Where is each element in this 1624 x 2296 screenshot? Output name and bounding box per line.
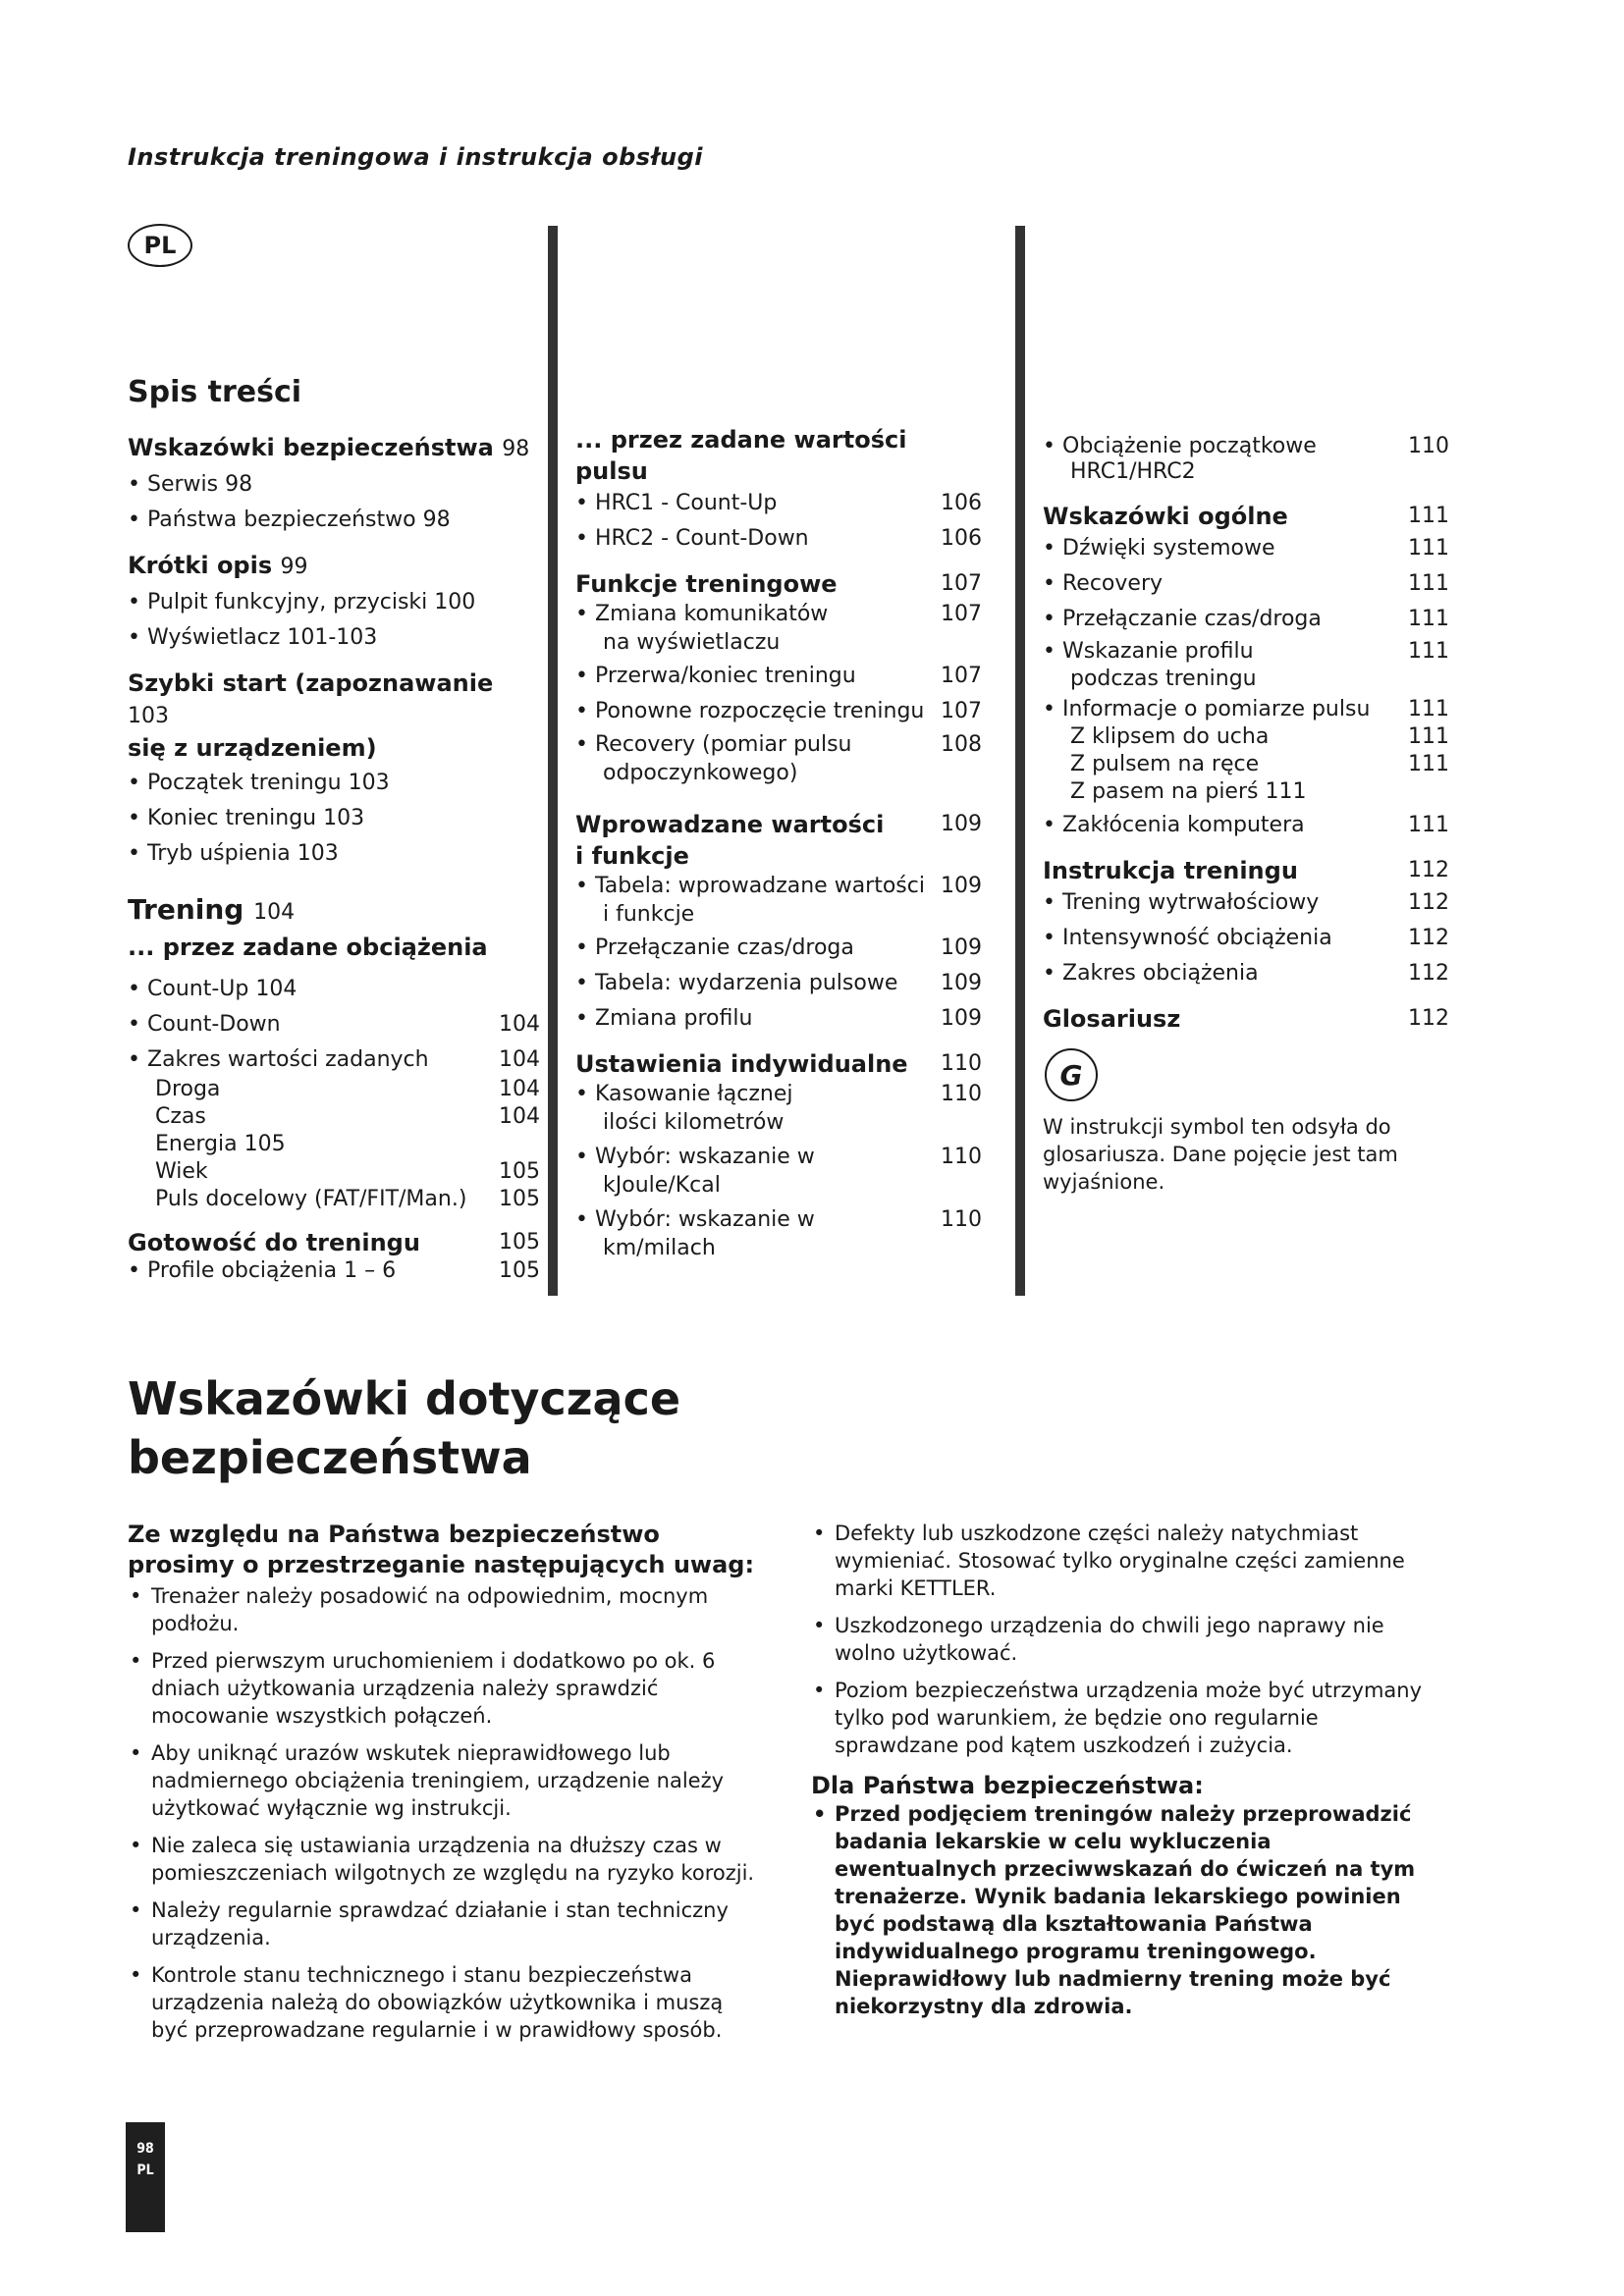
toc-page: 112 — [1408, 1006, 1449, 1031]
toc-page: 111 — [1408, 639, 1449, 664]
toc-page: 103 — [128, 704, 169, 728]
toc-item — [575, 660, 982, 692]
toc-item-label: • Przełączanie czas/droga — [595, 935, 854, 960]
toc-item-label: • Trening wytrwałościowy — [1062, 890, 1320, 915]
toc-page: 107 — [941, 699, 982, 723]
safety-column-right — [811, 1520, 1439, 2030]
safety-item: • Należy regularnie sprawdzać działanie i stan techniczny urządzenia. — [128, 1896, 756, 1951]
toc-page: 108 — [941, 732, 982, 757]
toc-item-label: • Zakłócenia komputera — [1062, 813, 1305, 837]
toc-section-title: Wskazówki bezpieczeństwa — [128, 434, 494, 461]
toc-subitem — [1043, 723, 1449, 751]
toc-section-title: Krótki opis — [128, 552, 273, 579]
toc-item-label: Z pulsem na ręce — [1070, 752, 1260, 776]
toc-page: 110 — [941, 1145, 982, 1169]
toc-page: 107 — [941, 664, 982, 688]
toc-page: 110 — [941, 1207, 982, 1232]
toc-item: • Państwa bezpieczeństwo 98 — [128, 504, 540, 536]
safety-column-left — [128, 1520, 756, 2054]
toc-item-label: • HRC1 - Count-Up — [595, 491, 778, 515]
glossary-icon: G — [1045, 1048, 1098, 1101]
column-divider-1 — [548, 226, 558, 1296]
toc-section — [128, 432, 540, 465]
toc-item — [1043, 434, 1449, 485]
toc-page: 112 — [1408, 961, 1449, 986]
safety-item: • Przed pierwszym uruchomieniem i dodatkowo po ok. 6 dniach użytkowania urządzenia należy sprawdzić mocowanie wszystkich połączeń. — [128, 1647, 756, 1730]
toc-item — [128, 1258, 540, 1284]
page-number-tab — [126, 2122, 165, 2232]
toc-subitem — [128, 1076, 540, 1103]
toc-item: • Wyświetlacz 101-103 — [128, 621, 540, 654]
toc-item — [575, 932, 982, 964]
toc-section-title: Instrukcja treningu — [1043, 857, 1298, 884]
toc-page: 112 — [1408, 890, 1449, 915]
toc-item-label: • Zakres wartości zadanych — [147, 1047, 429, 1072]
toc-item-label-cont: podczas treningu — [1070, 667, 1257, 691]
toc-item — [1043, 957, 1449, 989]
safety-item: • Poziom bezpieczeństwa urządzenia może być utrzymany tylko pod warunkiem, że będzie ono regularnie sprawdzane pod kątem uszkodzeń i zużycia. — [811, 1677, 1439, 1759]
toc-section-title: Gotowość do treningu — [128, 1229, 420, 1256]
toc-section-title: ... przez zadane obciążenia — [128, 934, 488, 961]
toc-subitem — [128, 1158, 540, 1186]
column-divider-2 — [1015, 226, 1025, 1296]
toc-item — [575, 600, 982, 657]
toc-section — [1043, 1003, 1449, 1035]
toc-item-label: Kasowanie łącznej — [595, 1082, 793, 1106]
toc-page: 111 — [1408, 813, 1449, 837]
toc-page: 110 — [941, 1082, 982, 1106]
toc-subitem — [128, 1103, 540, 1131]
toc-page: 109 — [941, 874, 982, 898]
toc-page: 104 — [499, 1077, 540, 1101]
toc-item-label: • Informacje o pomiarze pulsu — [1062, 697, 1371, 721]
toc-page: 111 — [1408, 607, 1449, 631]
toc-item-label-cont: km/milach — [603, 1236, 716, 1260]
toc-subitem: Z pasem na pierś 111 — [1070, 779, 1307, 804]
toc-item — [575, 730, 982, 787]
toc-title: Spis treści — [128, 375, 302, 409]
toc-column-2 — [575, 424, 982, 1262]
toc-item-label: • HRC2 - Count-Down — [595, 526, 809, 551]
toc-page: 107 — [941, 571, 982, 596]
toc-item-label: • Profile obciążenia 1 – 6 — [147, 1258, 397, 1283]
toc-page: 105 — [499, 1230, 540, 1255]
toc-page: 111 — [1408, 697, 1449, 721]
toc-column-3 — [1043, 434, 1449, 1196]
toc-section — [128, 1227, 540, 1258]
toc-item-label: Obciążenie początkowe — [1062, 434, 1317, 458]
toc-item-label: • Przełączanie czas/droga — [1062, 607, 1322, 631]
toc-item-label-cont: odpoczynkowego) — [603, 761, 798, 785]
toc-section — [1043, 855, 1449, 886]
toc-page: 111 — [1408, 724, 1449, 749]
toc-page: 104 — [499, 1104, 540, 1129]
toc-item — [575, 1080, 982, 1137]
toc-item-label: • Zmiana profilu — [595, 1006, 753, 1031]
toc-section-title: Glosariusz — [1043, 1005, 1181, 1033]
language-badge: PL — [128, 224, 192, 267]
toc-page: 111 — [1408, 571, 1449, 596]
toc-item — [575, 522, 982, 555]
toc-item — [575, 487, 982, 519]
toc-page: 111 — [1408, 504, 1449, 528]
toc-page: 104 — [499, 1012, 540, 1037]
safety-item: • Trenażer należy posadowić na odpowiednim, mocnym podłożu. — [128, 1582, 756, 1637]
toc-item-label: • Zakres obciążenia — [1062, 961, 1259, 986]
safety-intro: Ze względu na Państwa bezpieczeństwo prosimy o przestrzeganie następujących uwag: — [128, 1521, 755, 1578]
toc-subitem — [128, 1186, 540, 1213]
toc-item: • Pulpit funkcyjny, przyciski 100 — [128, 586, 540, 618]
toc-page: 98 — [502, 437, 530, 461]
toc-item-label: Z klipsem do ucha — [1070, 724, 1270, 749]
toc-item — [1043, 603, 1449, 635]
toc-item — [1043, 696, 1449, 723]
toc-item-label: Droga — [155, 1077, 221, 1101]
toc-page: 110 — [1408, 434, 1449, 458]
toc-item-label: Wybór: wskazanie w — [595, 1207, 815, 1232]
toc-item-label: Wybór: wskazanie w — [595, 1145, 815, 1169]
toc-item-label: Czas — [155, 1104, 206, 1129]
toc-subitem: Energia 105 — [155, 1132, 286, 1156]
toc-item — [128, 1008, 540, 1041]
toc-item — [1043, 532, 1449, 564]
toc-section — [128, 550, 540, 583]
toc-page: 105 — [499, 1258, 540, 1283]
toc-page: 99 — [280, 555, 308, 579]
toc-item — [575, 1205, 982, 1262]
toc-page: 110 — [941, 1051, 982, 1076]
toc-page: 109 — [941, 1006, 982, 1031]
toc-section — [1043, 501, 1449, 532]
toc-page: 106 — [941, 526, 982, 551]
toc-page: 109 — [941, 935, 982, 960]
toc-section-title-cont: i funkcje — [575, 842, 689, 870]
toc-item: • Serwis 98 — [128, 468, 540, 501]
safety-item-important: • Przed podjęciem treningów należy przeprowadzić badania lekarskie w celu wykluczenia ewentualnych przeciwwskazań do ćwiczeń na tym trenażerze. Wynik badania lekarskiego powinien być podstawą dla kształtowania Państwa indywidualnego programu treningowego. Nieprawidłowy lub nadmierny trening może być niekorzystny dla zdrowia. — [811, 1800, 1439, 2020]
toc-page: 106 — [941, 491, 982, 515]
toc-section-title-cont: się z urządzeniem) — [128, 734, 377, 762]
section-title: Wskazówki dotyczące bezpieczeństwa — [128, 1372, 681, 1484]
toc-item-label: • Tabela: wydarzenia pulsowe — [595, 971, 898, 995]
toc-item-label-cont: HRC1/HRC2 — [1070, 459, 1196, 484]
toc-item-label: Recovery (pomiar pulsu — [595, 732, 852, 757]
toc-item-label: • Recovery — [1062, 571, 1164, 596]
toc-item-label: Wiek — [155, 1159, 208, 1184]
toc-section-title: Wprowadzane wartości — [575, 811, 885, 838]
toc-page: 105 — [499, 1159, 540, 1184]
toc-page: 104 — [499, 1047, 540, 1072]
toc-page: 111 — [1408, 752, 1449, 776]
toc-section — [575, 568, 982, 600]
toc-item: • Początek treningu 103 — [128, 767, 540, 799]
toc-page: 105 — [499, 1187, 540, 1211]
toc-page: 109 — [941, 971, 982, 995]
toc-section — [128, 891, 540, 932]
toc-page: 111 — [1408, 536, 1449, 561]
safety-item: • Nie zaleca się ustawiania urządzenia na dłuższy czas w pomieszczeniach wilgotnych ze względu na ryzyko korozji. — [128, 1832, 756, 1887]
toc-item — [575, 1143, 982, 1200]
toc-section-title: ... przez zadane wartości pulsu — [575, 426, 907, 485]
toc-page: 112 — [1408, 858, 1449, 882]
toc-page: 104 — [253, 900, 296, 925]
toc-item — [575, 967, 982, 999]
safety-item: • Defekty lub uszkodzone części należy natychmiast wymieniać. Stosować tylko oryginalne części zamienne marki KETTLER. — [811, 1520, 1439, 1602]
toc-section-title: Szybki start (zapoznawanie — [128, 669, 494, 697]
toc-column-1 — [128, 432, 540, 1284]
toc-section-title: Trening — [128, 893, 244, 926]
toc-item: • Count-Up 104 — [128, 973, 540, 1005]
toc-section-title: Wskazówki ogólne — [1043, 503, 1288, 530]
safety-item: • Uszkodzonego urządzenia do chwili jego naprawy nie wolno użytkować. — [811, 1612, 1439, 1667]
toc-item-label: • Przerwa/koniec treningu — [595, 664, 856, 688]
toc-page: 107 — [941, 602, 982, 626]
toc-section-title: Ustawienia indywidualne — [575, 1050, 908, 1078]
toc-section — [128, 667, 540, 764]
toc-item — [1043, 809, 1449, 841]
toc-item — [1043, 922, 1449, 954]
document-header: Instrukcja treningowa i instrukcja obsługi — [128, 143, 704, 171]
toc-item-label: Tabela: wprowadzane wartości — [595, 874, 925, 898]
toc-item — [1043, 567, 1449, 600]
page-number: 98 — [136, 2141, 154, 2157]
toc-item-label: Zmiana komunikatów — [595, 602, 829, 626]
toc-page: 109 — [941, 812, 982, 836]
toc-section-title: Funkcje treningowe — [575, 570, 838, 598]
toc-item-label-cont: kJoule/Kcal — [603, 1173, 721, 1198]
toc-item-label: • Dźwięki systemowe — [1062, 536, 1275, 561]
page-language: PL — [136, 2163, 154, 2178]
toc-item-label-cont: na wyświetlaczu — [603, 630, 781, 655]
toc-item — [128, 1043, 540, 1076]
toc-section — [575, 1048, 982, 1080]
toc-item — [1043, 638, 1449, 693]
safety-subtitle: Dla Państwa bezpieczeństwa: — [811, 1772, 1204, 1799]
toc-item — [1043, 886, 1449, 919]
toc-item-label: • Intensywność obciążenia — [1062, 926, 1332, 950]
safety-item: • Aby uniknąć urazów wskutek nieprawidłowego lub nadmiernego obciążenia treningiem, urządzenie należy użytkować wyłącznie wg instrukcji. — [128, 1739, 756, 1822]
toc-item — [575, 872, 982, 929]
toc-item-label-cont: ilości kilometrów — [603, 1110, 785, 1135]
toc-item-label: • Ponowne rozpoczęcie treningu — [595, 699, 925, 723]
toc-page: 112 — [1408, 926, 1449, 950]
toc-item — [575, 1002, 982, 1035]
toc-subitem — [1043, 751, 1449, 778]
glossary-note: W instrukcji symbol ten odsyła do glosariusza. Dane pojęcie jest tam wyjaśnione. — [1043, 1115, 1398, 1194]
toc-item-label: Wskazanie profilu — [1062, 639, 1254, 664]
toc-section — [575, 809, 982, 872]
safety-item: • Kontrole stanu technicznego i stanu bezpieczeństwa urządzenia należą do obowiązków użytkownika i muszą być przeprowadzane regularnie i w prawidłowy sposób. — [128, 1961, 756, 2044]
toc-item: • Koniec treningu 103 — [128, 802, 540, 834]
toc-item: • Tryb uśpienia 103 — [128, 837, 540, 870]
toc-item-label-cont: i funkcje — [603, 902, 695, 927]
toc-item-label: Puls docelowy (FAT/FIT/Man.) — [155, 1187, 467, 1211]
toc-item-label: • Count-Down — [147, 1012, 281, 1037]
toc-item — [575, 695, 982, 727]
